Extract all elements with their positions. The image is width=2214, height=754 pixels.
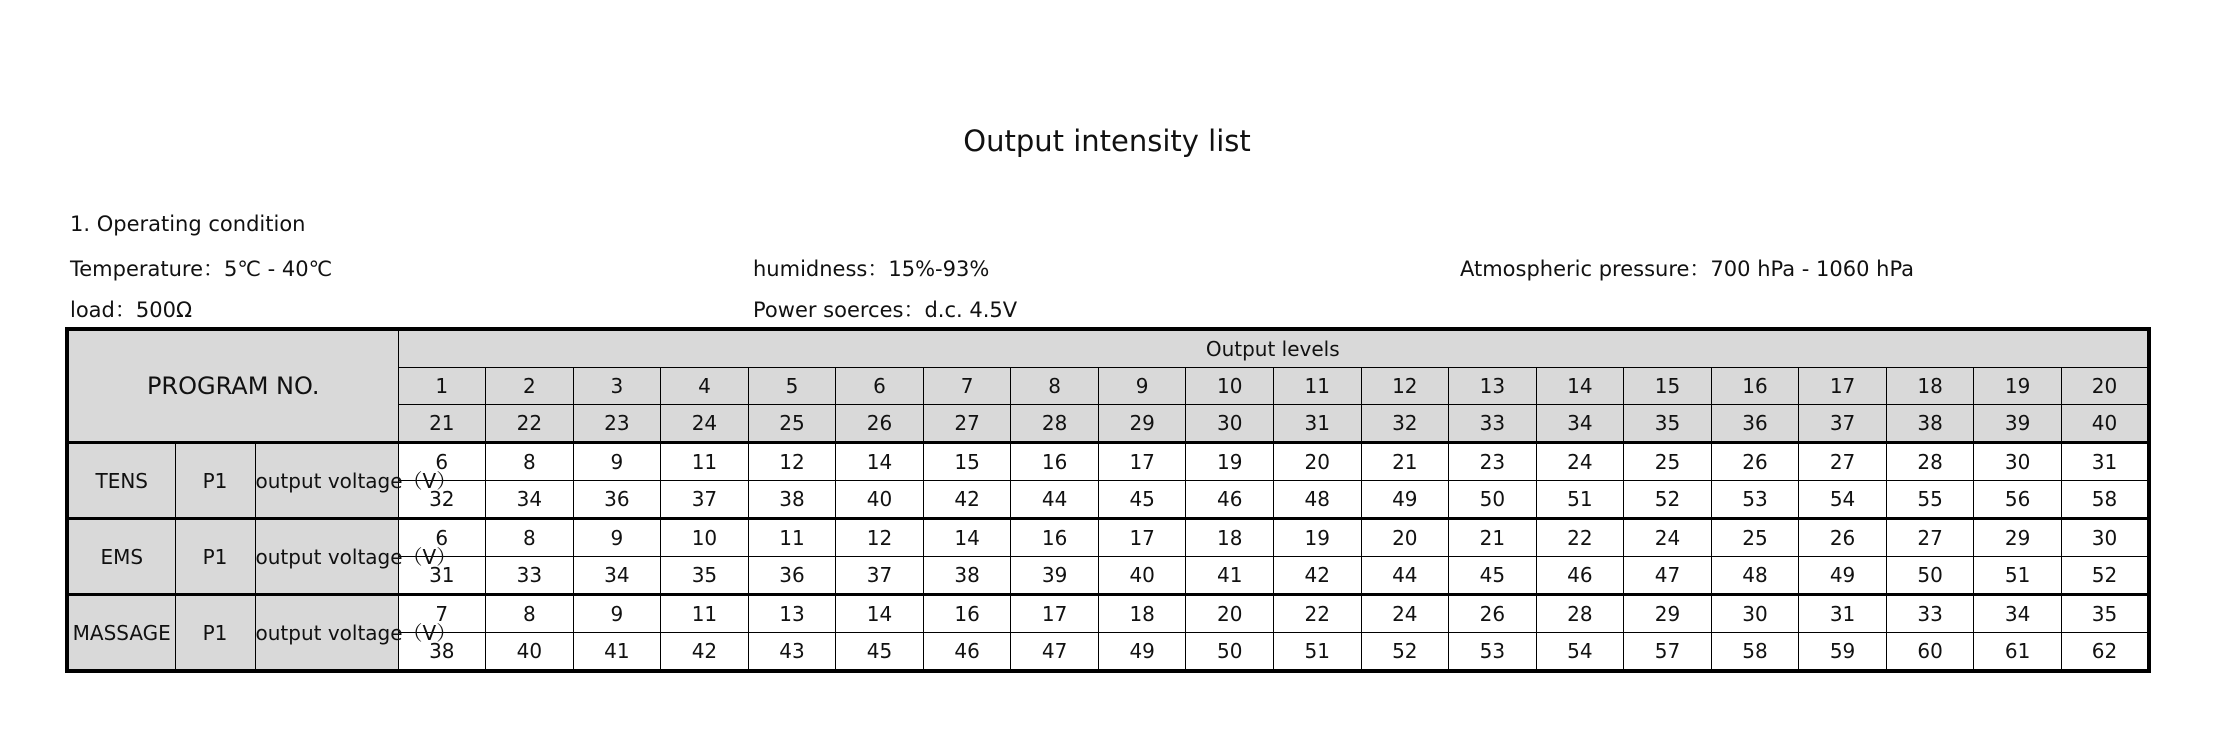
voltage-value-cell: 46 (1536, 557, 1624, 595)
temperature-condition: Temperature：5℃ - 40℃ (70, 257, 333, 281)
level-number-cell: 13 (1449, 368, 1537, 405)
voltage-value-cell: 38 (923, 557, 1011, 595)
voltage-value-cell: 27 (1886, 519, 1974, 557)
level-number-cell: 33 (1449, 405, 1537, 443)
voltage-value-cell: 60 (1886, 633, 1974, 672)
level-number-cell: 18 (1886, 368, 1974, 405)
voltage-value-cell: 31 (1799, 595, 1887, 633)
voltage-value-cell: 8 (486, 595, 574, 633)
mode-label: TENS (67, 443, 175, 519)
voltage-value-cell: 32 (398, 481, 486, 519)
level-number-cell: 36 (1711, 405, 1799, 443)
voltage-value-cell: 34 (573, 557, 661, 595)
voltage-value-cell: 52 (2061, 557, 2149, 595)
voltage-value-cell: 30 (1974, 443, 2062, 481)
voltage-value-cell: 8 (486, 519, 574, 557)
voltage-value-cell: 9 (573, 595, 661, 633)
voltage-value-cell: 62 (2061, 633, 2149, 672)
voltage-value-cell: 24 (1624, 519, 1712, 557)
voltage-value-cell: 25 (1711, 519, 1799, 557)
voltage-value-cell: 20 (1273, 443, 1361, 481)
voltage-value-cell: 54 (1799, 481, 1887, 519)
voltage-value-cell: 7 (398, 595, 486, 633)
voltage-value-cell: 9 (573, 443, 661, 481)
level-number-cell: 16 (1711, 368, 1799, 405)
program-label: P1 (175, 595, 255, 672)
voltage-value-cell: 30 (2061, 519, 2149, 557)
unit-label: output voltage（V） (255, 519, 398, 595)
level-number-cell: 30 (1186, 405, 1274, 443)
voltage-value-cell: 49 (1361, 481, 1449, 519)
table-row (67, 595, 2149, 633)
voltage-value-cell: 43 (748, 633, 836, 672)
voltage-value-cell: 54 (1536, 633, 1624, 672)
level-number-cell: 37 (1799, 405, 1887, 443)
voltage-value-cell: 17 (1011, 595, 1099, 633)
humidness-condition: humidness：15%-93% (753, 257, 990, 281)
level-number-cell: 17 (1799, 368, 1887, 405)
voltage-value-cell: 48 (1273, 481, 1361, 519)
level-number-cell: 38 (1886, 405, 1974, 443)
voltage-value-cell: 37 (661, 481, 749, 519)
voltage-value-cell: 22 (1273, 595, 1361, 633)
voltage-value-cell: 53 (1449, 633, 1537, 672)
voltage-value-cell: 47 (1011, 633, 1099, 672)
level-number-cell: 15 (1624, 368, 1712, 405)
conditions-heading: 1. Operating condition (70, 212, 306, 236)
pressure-condition: Atmospheric pressure：700 hPa - 1060 hPa (1460, 257, 1915, 281)
program-label: P1 (175, 519, 255, 595)
voltage-value-cell: 49 (1098, 633, 1186, 672)
level-number-cell: 35 (1624, 405, 1712, 443)
voltage-value-cell: 21 (1449, 519, 1537, 557)
voltage-value-cell: 29 (1974, 519, 2062, 557)
power-condition: Power soerces：d.c. 4.5V (753, 298, 1018, 322)
table-row (67, 519, 2149, 557)
voltage-value-cell: 11 (661, 595, 749, 633)
voltage-value-cell: 42 (661, 633, 749, 672)
level-number-cell: 22 (486, 405, 574, 443)
voltage-value-cell: 6 (398, 519, 486, 557)
level-number-cell: 25 (748, 405, 836, 443)
voltage-value-cell: 58 (1711, 633, 1799, 672)
level-number-cell: 40 (2061, 405, 2149, 443)
level-number-cell: 28 (1011, 405, 1099, 443)
voltage-value-cell: 50 (1186, 633, 1274, 672)
voltage-value-cell: 24 (1536, 443, 1624, 481)
voltage-value-cell: 12 (748, 443, 836, 481)
voltage-value-cell: 42 (1273, 557, 1361, 595)
voltage-value-cell: 48 (1711, 557, 1799, 595)
voltage-value-cell: 58 (2061, 481, 2149, 519)
voltage-value-cell: 39 (1011, 557, 1099, 595)
program-no-header: PROGRAM NO. (67, 329, 398, 443)
level-number-cell: 26 (836, 405, 924, 443)
voltage-value-cell: 38 (748, 481, 836, 519)
load-condition: load：500Ω (70, 298, 193, 322)
voltage-value-cell: 34 (1974, 595, 2062, 633)
level-number-cell: 8 (1011, 368, 1099, 405)
voltage-value-cell: 10 (661, 519, 749, 557)
voltage-value-cell: 28 (1886, 443, 1974, 481)
level-number-cell: 10 (1186, 368, 1274, 405)
level-number-cell: 11 (1273, 368, 1361, 405)
voltage-value-cell: 25 (1624, 443, 1712, 481)
program-label: P1 (175, 443, 255, 519)
voltage-value-cell: 42 (923, 481, 1011, 519)
voltage-value-cell: 47 (1624, 557, 1712, 595)
voltage-value-cell: 33 (1886, 595, 1974, 633)
voltage-value-cell: 11 (661, 443, 749, 481)
mode-label: MASSAGE (67, 595, 175, 672)
voltage-value-cell: 16 (923, 595, 1011, 633)
voltage-value-cell: 55 (1886, 481, 1974, 519)
voltage-value-cell: 52 (1624, 481, 1712, 519)
level-number-cell: 9 (1098, 368, 1186, 405)
voltage-value-cell: 56 (1974, 481, 2062, 519)
voltage-value-cell: 30 (1711, 595, 1799, 633)
voltage-value-cell: 20 (1186, 595, 1274, 633)
voltage-value-cell: 46 (1186, 481, 1274, 519)
voltage-value-cell: 9 (573, 519, 661, 557)
mode-label: EMS (67, 519, 175, 595)
voltage-value-cell: 21 (1361, 443, 1449, 481)
voltage-value-cell: 26 (1449, 595, 1537, 633)
voltage-value-cell: 27 (1799, 443, 1887, 481)
voltage-value-cell: 18 (1186, 519, 1274, 557)
level-number-cell: 27 (923, 405, 1011, 443)
voltage-value-cell: 31 (398, 557, 486, 595)
voltage-value-cell: 19 (1186, 443, 1274, 481)
voltage-value-cell: 24 (1361, 595, 1449, 633)
voltage-value-cell: 45 (1449, 557, 1537, 595)
voltage-value-cell: 57 (1624, 633, 1712, 672)
level-number-cell: 20 (2061, 368, 2149, 405)
unit-label: output voltage（V） (255, 443, 398, 519)
voltage-value-cell: 26 (1711, 443, 1799, 481)
voltage-value-cell: 40 (1098, 557, 1186, 595)
voltage-value-cell: 53 (1711, 481, 1799, 519)
header-row (67, 329, 2149, 368)
voltage-value-cell: 34 (486, 481, 574, 519)
voltage-value-cell: 35 (2061, 595, 2149, 633)
voltage-value-cell: 37 (836, 557, 924, 595)
voltage-value-cell: 29 (1624, 595, 1712, 633)
table-row (67, 443, 2149, 481)
level-number-cell: 32 (1361, 405, 1449, 443)
voltage-value-cell: 50 (1449, 481, 1537, 519)
voltage-value-cell: 33 (486, 557, 574, 595)
level-number-cell: 14 (1536, 368, 1624, 405)
voltage-value-cell: 14 (923, 519, 1011, 557)
voltage-value-cell: 17 (1098, 443, 1186, 481)
level-number-cell: 1 (398, 368, 486, 405)
level-number-cell: 7 (923, 368, 1011, 405)
voltage-value-cell: 20 (1361, 519, 1449, 557)
voltage-value-cell: 36 (573, 481, 661, 519)
voltage-value-cell: 8 (486, 443, 574, 481)
level-number-cell: 12 (1361, 368, 1449, 405)
voltage-value-cell: 59 (1799, 633, 1887, 672)
voltage-value-cell: 14 (836, 443, 924, 481)
voltage-value-cell: 35 (661, 557, 749, 595)
voltage-value-cell: 49 (1799, 557, 1887, 595)
voltage-value-cell: 51 (1273, 633, 1361, 672)
voltage-value-cell: 16 (1011, 443, 1099, 481)
voltage-value-cell: 45 (1098, 481, 1186, 519)
voltage-value-cell: 28 (1536, 595, 1624, 633)
voltage-value-cell: 41 (573, 633, 661, 672)
voltage-value-cell: 40 (486, 633, 574, 672)
voltage-value-cell: 51 (1974, 557, 2062, 595)
voltage-value-cell: 14 (836, 595, 924, 633)
voltage-value-cell: 36 (748, 557, 836, 595)
level-number-cell: 6 (836, 368, 924, 405)
voltage-value-cell: 22 (1536, 519, 1624, 557)
output-intensity-table (65, 327, 2151, 673)
voltage-value-cell: 61 (1974, 633, 2062, 672)
voltage-value-cell: 51 (1536, 481, 1624, 519)
voltage-value-cell: 46 (923, 633, 1011, 672)
level-number-cell: 4 (661, 368, 749, 405)
voltage-value-cell: 44 (1361, 557, 1449, 595)
level-number-cell: 24 (661, 405, 749, 443)
voltage-value-cell: 15 (923, 443, 1011, 481)
voltage-value-cell: 6 (398, 443, 486, 481)
level-number-cell: 34 (1536, 405, 1624, 443)
voltage-value-cell: 31 (2061, 443, 2149, 481)
level-number-cell: 3 (573, 368, 661, 405)
level-number-cell: 5 (748, 368, 836, 405)
level-number-cell: 23 (573, 405, 661, 443)
level-number-cell: 39 (1974, 405, 2062, 443)
level-number-cell: 31 (1273, 405, 1361, 443)
voltage-value-cell: 45 (836, 633, 924, 672)
output-levels-header: Output levels (398, 329, 2149, 368)
level-number-cell: 21 (398, 405, 486, 443)
voltage-value-cell: 18 (1098, 595, 1186, 633)
level-number-cell: 29 (1098, 405, 1186, 443)
voltage-value-cell: 11 (748, 519, 836, 557)
voltage-value-cell: 44 (1011, 481, 1099, 519)
voltage-value-cell: 40 (836, 481, 924, 519)
page-title: Output intensity list (963, 124, 1251, 158)
voltage-value-cell: 41 (1186, 557, 1274, 595)
voltage-value-cell: 38 (398, 633, 486, 672)
voltage-value-cell: 17 (1098, 519, 1186, 557)
voltage-value-cell: 13 (748, 595, 836, 633)
unit-label: output voltage（V） (255, 595, 398, 672)
level-number-cell: 2 (486, 368, 574, 405)
voltage-value-cell: 12 (836, 519, 924, 557)
voltage-value-cell: 52 (1361, 633, 1449, 672)
voltage-value-cell: 26 (1799, 519, 1887, 557)
voltage-value-cell: 23 (1449, 443, 1537, 481)
voltage-value-cell: 19 (1273, 519, 1361, 557)
voltage-value-cell: 16 (1011, 519, 1099, 557)
level-number-cell: 19 (1974, 368, 2062, 405)
voltage-value-cell: 50 (1886, 557, 1974, 595)
